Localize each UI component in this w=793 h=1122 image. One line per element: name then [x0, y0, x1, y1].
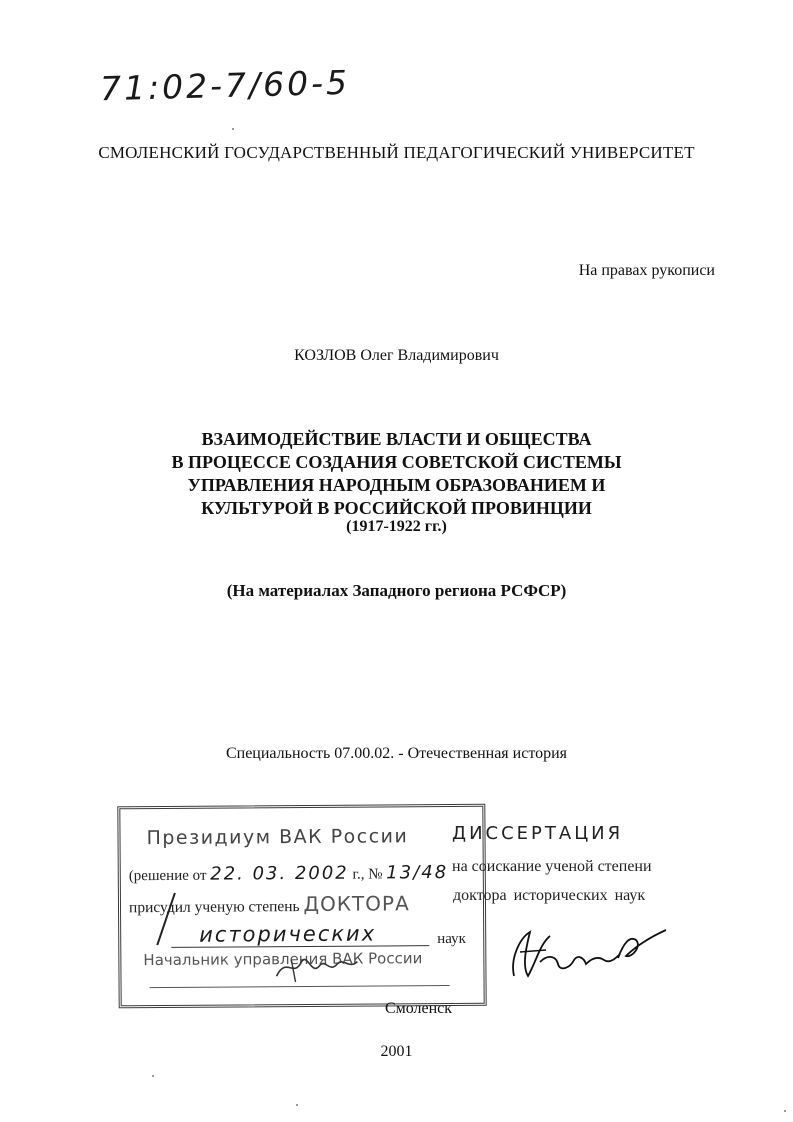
- scan-speck: [784, 1110, 786, 1112]
- stamp-chief: Начальник управления ВАК России: [143, 949, 423, 970]
- stamp-decision-prefix: (решение от: [128, 867, 207, 885]
- title-years: (1917-1922 гг.): [346, 518, 447, 535]
- title-line: ВЗАИМОДЕЙСТВИЕ ВЛАСТИ И ОБЩЕСТВА: [201, 429, 592, 449]
- author-name: КОЗЛОВ Олег Владимирович: [294, 347, 499, 364]
- city: Смоленск: [384, 1000, 453, 1017]
- materials-subtitle: (На материалах Западного региона РСФСР): [226, 581, 567, 600]
- stamp-decision-date: 22. 03. 2002: [210, 862, 349, 885]
- stamp-decision: [129, 862, 448, 885]
- dissertation-heading: ДИССЕРТАЦИЯ: [452, 823, 624, 844]
- stamp-signature: [271, 948, 361, 989]
- manuscript-rights: На правах рукописи: [578, 262, 715, 279]
- stamp-title: Президиум ВАК России: [146, 825, 409, 850]
- stamp-tick-mark: [153, 889, 183, 949]
- dissertation-title: [0, 428, 793, 520]
- stamp-field-suffix: наук: [437, 930, 467, 948]
- scan-speck: [232, 128, 234, 130]
- stamp-field-handwritten: исторических: [199, 921, 377, 947]
- title-line: УПРАВЛЕНИЯ НАРОДНЫМ ОБРАЗОВАНИЕМ И: [187, 475, 606, 495]
- year: 2001: [380, 1043, 413, 1060]
- stamp-awarded-prefix: присудил ученую степень: [128, 898, 300, 917]
- scan-speck: [296, 1104, 298, 1106]
- archive-number: 71:02-7/60-5: [99, 62, 351, 109]
- vak-stamp: [117, 804, 486, 1009]
- specialty: Специальность 07.00.02. - Отечественная история: [225, 745, 568, 762]
- scan-speck: [152, 1075, 154, 1077]
- stamp-decision-number: 13/48: [386, 861, 449, 884]
- dissertation-degree: доктора исторических наук: [453, 887, 646, 904]
- title-line: КУЛЬТУРОЙ В РОССИЙСКОЙ ПРОВИНЦИИ: [201, 498, 592, 518]
- dissertation-for: на соискание ученой степени: [452, 858, 652, 875]
- university-name: СМОЛЕНСКИЙ ГОСУДАРСТВЕННЫЙ ПЕДАГОГИЧЕСКИЙ УНИВЕРСИТЕТ: [98, 143, 695, 162]
- stamp-decision-mid: г., №: [352, 866, 383, 883]
- author-signature: [500, 918, 675, 988]
- stamp-awarded-degree: ДОКТОРА: [303, 891, 410, 916]
- title-line: В ПРОЦЕССЕ СОЗДАНИЯ СОВЕТСКОЙ СИСТЕМЫ: [171, 452, 622, 472]
